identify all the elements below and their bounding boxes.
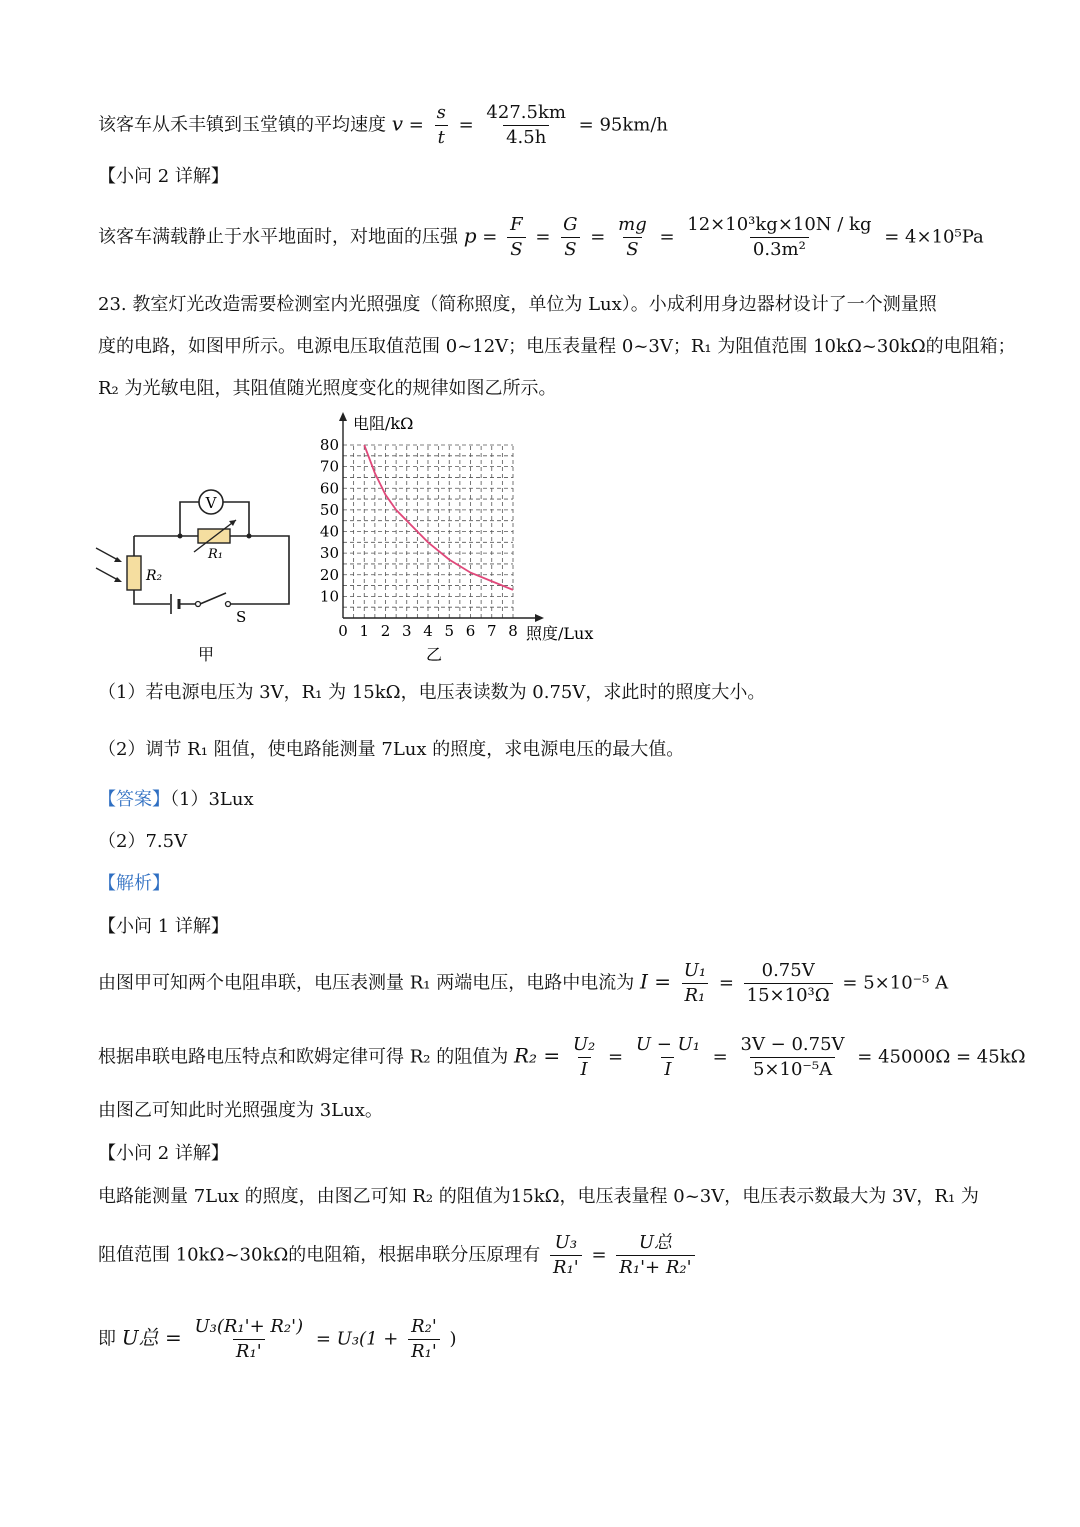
r2-result: = 45000Ω = 45kΩ <box>857 1046 1026 1068</box>
denominator: R₁ <box>682 983 709 1005</box>
resistance-illuminance-chart <box>300 408 620 668</box>
numerator: U总 <box>638 1232 672 1253</box>
sub2-heading-q22: 【小问 2 详解】 <box>98 166 229 187</box>
pressure-text: 该客车满载静止于水平地面时，对地面的压强 <box>98 226 458 248</box>
pressure-formula-line <box>98 216 984 259</box>
y-tick-label: 30 <box>319 544 339 563</box>
chart-grid <box>343 445 513 618</box>
x-tick-label: 7 <box>486 622 497 640</box>
y-tick-label: 70 <box>319 457 339 476</box>
numerator: U₃(R₁'+ R₂') <box>194 1316 304 1337</box>
equals: = <box>659 226 675 248</box>
equals: = <box>535 226 551 248</box>
equals: = <box>482 226 498 248</box>
x-tick-labels <box>338 622 518 640</box>
x-tick-label: 0 <box>338 622 348 640</box>
y-tick-label: 40 <box>319 522 339 541</box>
y-tick-label: 60 <box>319 479 339 498</box>
numerator: 3V − 0.75V <box>740 1034 845 1055</box>
sub2-heading-q23: 【小问 2 详解】 <box>98 1143 229 1164</box>
equals: = <box>458 114 474 136</box>
q23-stem-line1: 23. 教室灯光改造需要检测室内光照强度（简称照度，单位为 Lux）。小成利用身边器材设计了一个测量照 <box>98 294 937 315</box>
fraction-s-t <box>434 104 449 147</box>
q23-stem-line3: R₂ 为光敏电阻，其阻值随光照度变化的规律如图乙所示。 <box>98 378 557 399</box>
numerator: R₂' <box>411 1316 437 1337</box>
denominator: t <box>435 125 448 147</box>
question-part2: （2）调节 R₁ 阻值，使电路能测量 7Lux 的照度，求电源电压的最大值。 <box>98 739 685 760</box>
denominator: R₁' <box>408 1339 440 1361</box>
r1-label: R₁ <box>208 547 223 562</box>
x-tick-label: 8 <box>508 622 518 640</box>
numerator: F <box>510 214 523 235</box>
speed-text: 该客车从禾丰镇到玉堂镇的平均速度 <box>98 114 386 136</box>
fraction-u3-r1 <box>550 1234 582 1277</box>
numerator: 0.75V <box>761 960 815 981</box>
closing-paren: ) <box>449 1328 457 1350</box>
x-tick-label: 2 <box>380 622 391 640</box>
numerator: 12×10³kg×10N / kg <box>687 214 872 235</box>
denominator: S <box>561 237 579 259</box>
y-tick-labels <box>320 436 339 605</box>
light-ray-icon <box>96 568 118 580</box>
denominator: 5×10⁻⁵A <box>750 1057 835 1079</box>
solution-current-line: 由图甲可知两个电阻串联，电压表测量 R₁ 两端电压，电路中电流为 I = $\frac{\text{U₁}}{\text{R₁}}$ = $\frac{0.75V}{\text{15×10³Ω}}$ = 5×10⁻⁵ A <box>98 960 949 1006</box>
solution-part2-line3 <box>98 1318 457 1361</box>
var-v: v <box>391 111 404 136</box>
y-axis-label: 电阻/kΩ <box>353 414 414 433</box>
fraction-utotal-expr <box>191 1318 306 1361</box>
solution-part2-line2: 阻值范围 10kΩ~30kΩ的电阻箱，根据串联分压原理有 $\frac{\text{U₃}}{\text{R₁'}}$ = $\frac{\text{U总}}{\text{R₁'+ R₂'}}$ <box>98 1234 699 1277</box>
fraction-distance-time <box>483 104 569 147</box>
solution-prefix: 即 <box>98 1328 116 1350</box>
speed-result: = 95km/h <box>578 114 669 136</box>
numerator: G <box>563 214 578 235</box>
fraction-G-S <box>560 216 580 259</box>
y-tick-label: 20 <box>319 565 339 584</box>
speed-formula-line <box>98 104 668 147</box>
solution-r2-text: 根据串联电路电压特点和欧姆定律可得 R₂ 的阻值为 <box>98 1046 509 1068</box>
analysis-tag: 【解析】 <box>98 873 170 894</box>
junction-dot <box>178 534 183 539</box>
y-tick-label: 10 <box>319 587 339 606</box>
solution-current-text: 由图甲可知两个电阻串联，电压表测量 R₁ 两端电压，电路中电流为 <box>98 972 635 994</box>
numerator: s <box>436 102 446 123</box>
pressure-result: = 4×10⁵Pa <box>884 226 984 248</box>
solution-part2-line1: 电路能测量 7Lux 的照度，由图乙可知 R₂ 的阻值为15kΩ，电压表量程 0~3V，电压表示数最大为 3V，R₁ 为 <box>98 1186 979 1207</box>
light-ray-icon <box>96 548 118 560</box>
solution-r2-line: 根据串联电路电压特点和欧姆定律可得 R₂ 的阻值为 R₂ = $\frac{\text{U₂}}{I}$ = $\frac{\text{U − U₁}}{I}$ = $\frac{3V - 0.75V}{\text{5×10⁻⁵A}}$ = 45000Ω = 45kΩ <box>98 1034 1026 1080</box>
voltmeter-label: V <box>205 494 217 512</box>
fraction-pressure-values <box>684 216 874 259</box>
current-result: = 5×10⁻⁵ A <box>842 972 949 994</box>
switch-label: S <box>236 608 247 626</box>
utotal-mid: = U₃(1 + <box>315 1328 399 1350</box>
switch-lever-icon <box>200 593 226 604</box>
switch-contact <box>226 602 231 607</box>
r2-label: R₂ <box>146 568 163 584</box>
denominator: S <box>623 237 641 259</box>
x-tick-label: 1 <box>359 622 370 640</box>
numerator: 427.5km <box>486 102 566 123</box>
numerator: U₁ <box>683 960 707 981</box>
x-tick-label: 4 <box>423 622 433 640</box>
r2-lhs: R₂ = <box>513 1043 561 1068</box>
x-tick-label: 5 <box>444 622 455 640</box>
equals: = <box>590 226 606 248</box>
current-lhs: I = <box>639 969 671 994</box>
circuit-diagram <box>88 478 308 668</box>
switch-contact <box>196 602 201 607</box>
denominator: 4.5h <box>503 125 549 147</box>
equals: = <box>408 114 424 136</box>
solution-part2-text: 阻值范围 10kΩ~30kΩ的电阻箱，根据串联分压原理有 <box>98 1244 541 1266</box>
answer-tag: 【答案】 <box>98 789 170 810</box>
numerator: U − U₁ <box>635 1034 700 1055</box>
sub1-heading: 【小问 1 详解】 <box>98 916 229 937</box>
denominator: I <box>661 1057 674 1079</box>
solution-illuminance-line: 由图乙可知此时光照强度为 3Lux。 <box>98 1100 383 1121</box>
denominator: 0.3m² <box>750 237 809 259</box>
fraction-F-S <box>507 216 526 259</box>
denominator: S <box>507 237 525 259</box>
r2-photoresistor-icon <box>127 556 141 590</box>
answer-line1 <box>98 791 254 809</box>
fraction-utotal-r1-r2 <box>616 1234 694 1277</box>
answer2: （2）7.5V <box>98 831 188 852</box>
y-tick-label: 50 <box>319 500 339 519</box>
numerator: U₃ <box>554 1232 578 1253</box>
question-part1: （1）若电源电压为 3V，R₁ 为 15kΩ，电压表读数为 0.75V，求此时的照度大小。 <box>98 682 766 703</box>
answer1: （1）3Lux <box>170 789 254 810</box>
denominator: I <box>578 1057 591 1079</box>
figure-yi-caption: 乙 <box>425 645 443 664</box>
denominator: R₁'+ R₂' <box>616 1255 694 1277</box>
denominator: R₁' <box>233 1339 265 1361</box>
denominator: 15×10³Ω <box>744 983 833 1005</box>
q23-stem-line2: 度的电路，如图甲所示。电源电压取值范围 0~12V；电压表量程 0~3V；R₁ 为阻值范围 10kΩ~30kΩ的电阻箱； <box>98 336 1016 357</box>
x-axis-label: 照度/Lux <box>526 624 594 643</box>
denominator: R₁' <box>550 1255 582 1277</box>
figure-jia-caption: 甲 <box>197 645 215 664</box>
fraction-r2-r1 <box>408 1318 440 1361</box>
numerator: mg <box>618 214 647 235</box>
x-axis-arrow-icon <box>535 614 544 622</box>
fraction-u2-i <box>570 1036 598 1079</box>
fraction-u-minus-u1-i <box>633 1036 703 1079</box>
fraction-mg-S <box>615 216 650 259</box>
var-p: p <box>463 223 477 248</box>
numerator: U₂ <box>572 1034 596 1055</box>
fraction-r2-values <box>738 1036 848 1079</box>
y-tick-label: 80 <box>319 436 339 454</box>
junction-dot <box>247 534 252 539</box>
y-axis-arrow-icon <box>339 412 347 421</box>
fraction-current-values <box>744 962 833 1005</box>
circuit-wire <box>180 502 199 536</box>
utotal-lhs: U总 = <box>121 1325 182 1350</box>
circuit-wire <box>134 590 170 604</box>
fraction-u1-r1 <box>681 962 709 1005</box>
x-tick-label: 6 <box>465 622 476 640</box>
x-tick-label: 3 <box>401 622 412 640</box>
